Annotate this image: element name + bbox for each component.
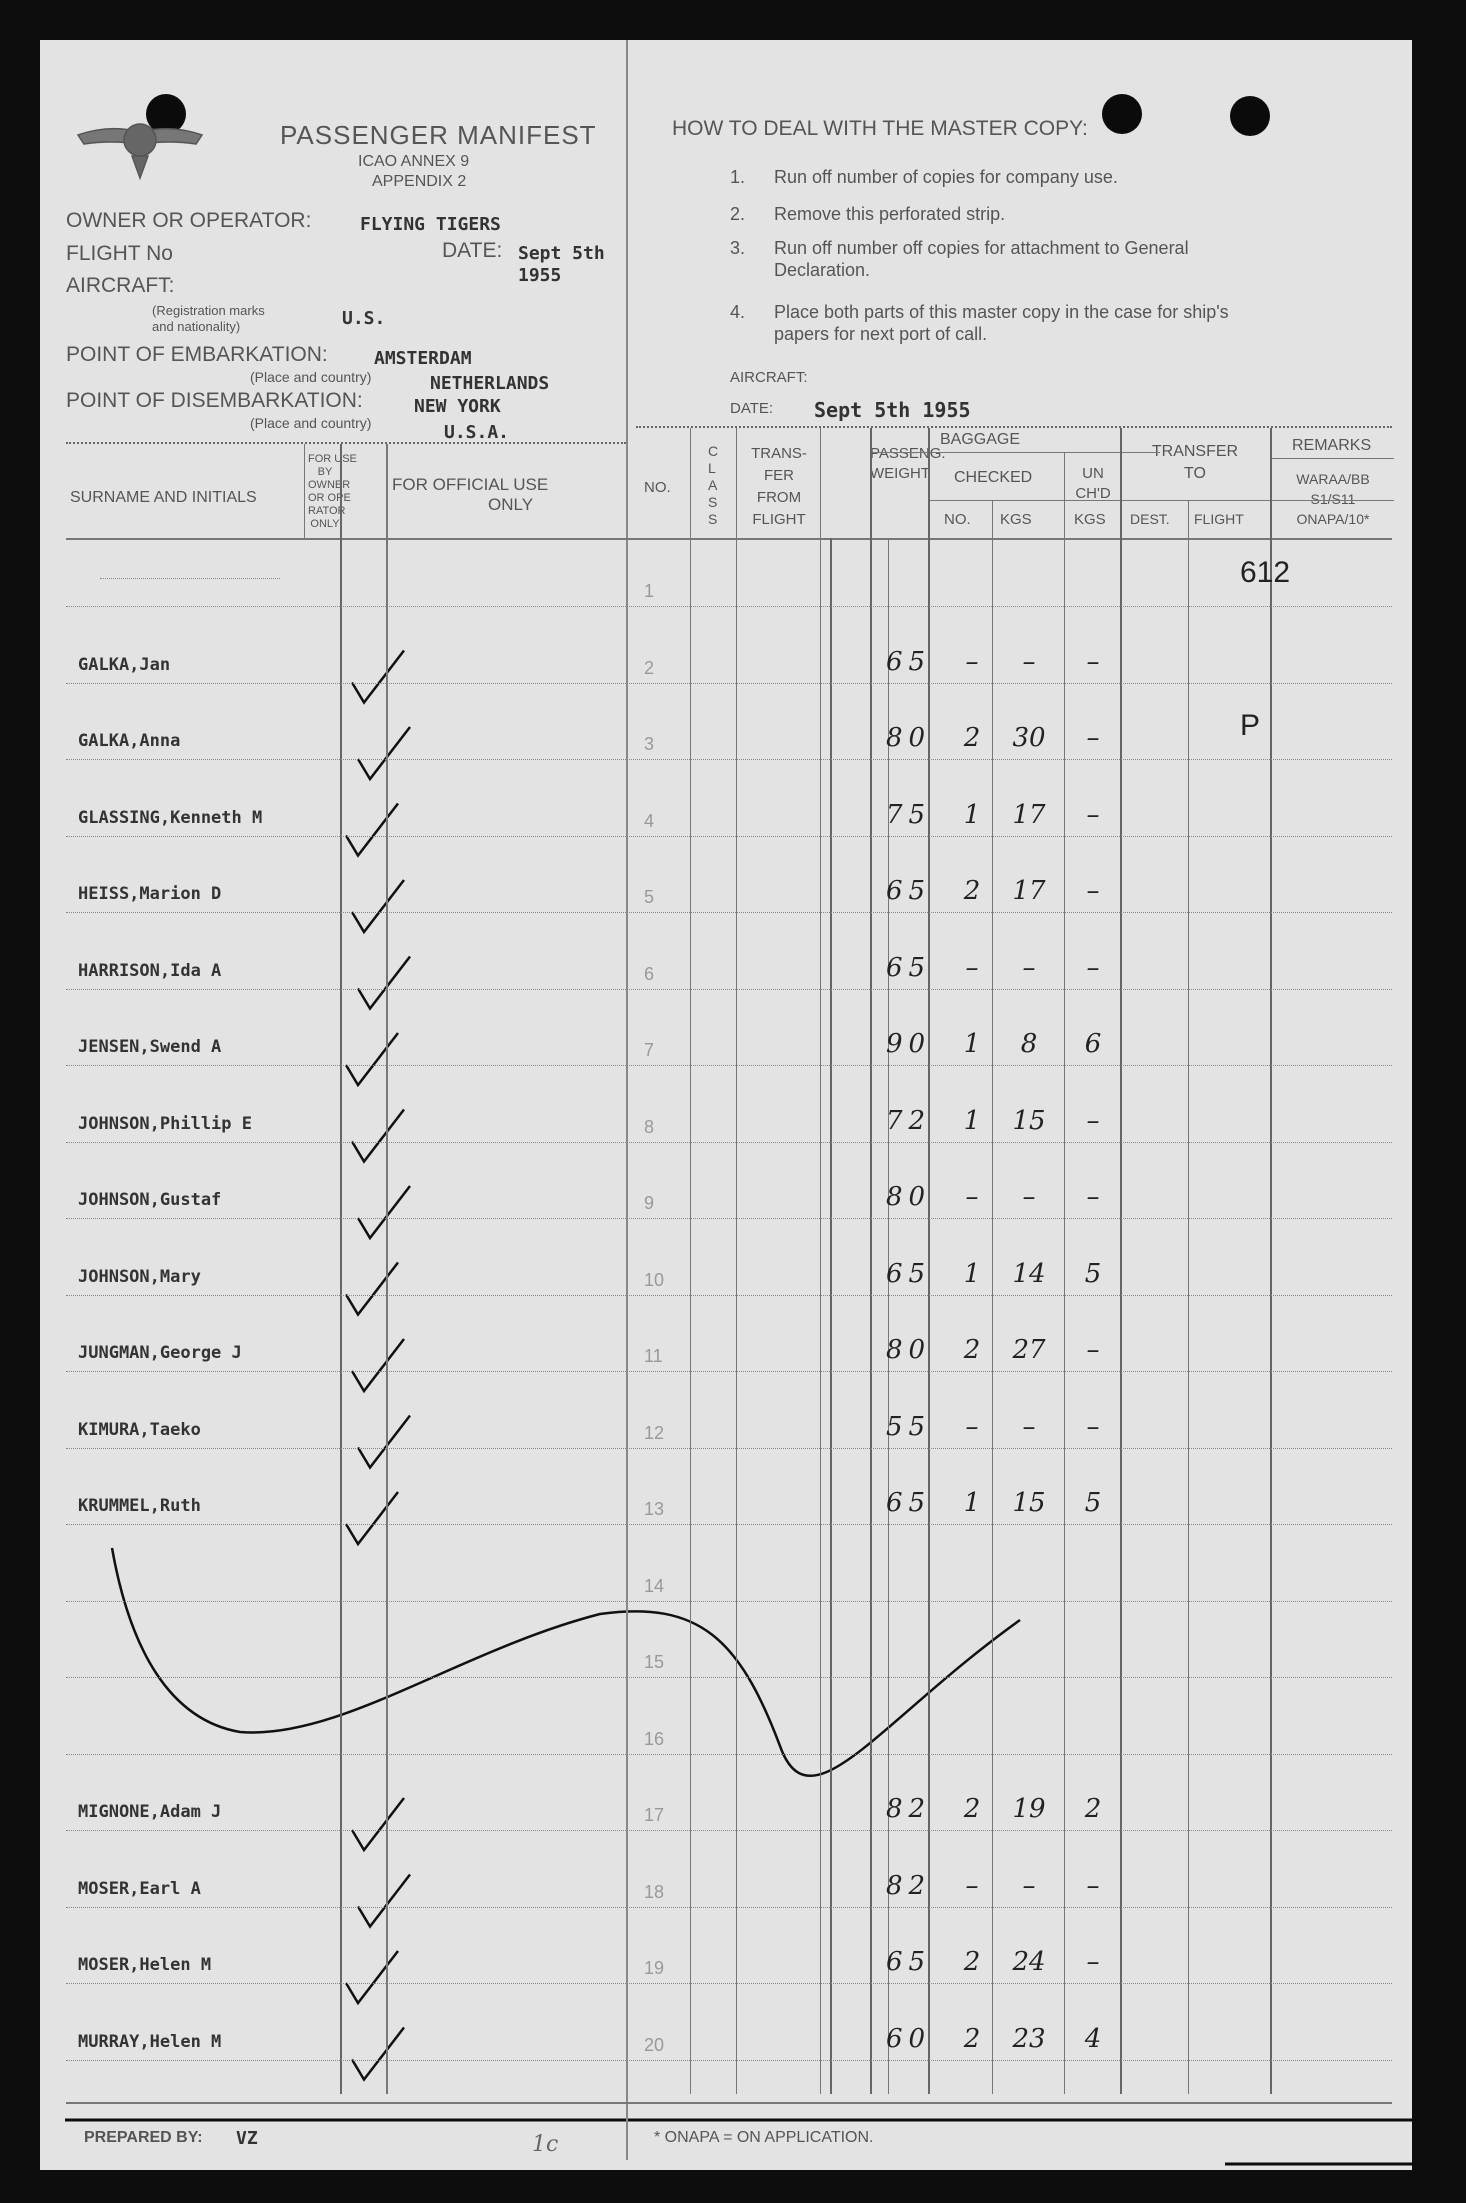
col-baggage: BAGGAGE [940,431,1021,448]
passenger-weight: 75 [886,799,932,830]
embarkation-country: NETHERLANDS [430,373,550,394]
col-transfer-from: FER [764,467,794,484]
check-mark [358,727,410,779]
col-transfer-to: TO [1184,465,1206,482]
unchecked-kgs: 2 [1084,1794,1102,1824]
baggage-count: 1 [963,1105,981,1136]
row-rule [66,1371,1392,1372]
row-rule [66,1524,1392,1525]
date-value: Sept 5th [518,243,605,264]
row-number: 17 [644,1805,665,1825]
row-number: 5 [644,887,655,907]
row-rule [66,1218,1392,1219]
unchecked-kgs: – [1086,1182,1100,1212]
rule [870,452,1160,453]
row-rule [66,1142,1392,1143]
row-number: 8 [644,1116,655,1137]
row-number: 14 [644,1575,665,1596]
row-number: 1 [644,581,655,601]
baggage-count: – [965,1870,979,1901]
col-no: NO. [644,479,671,496]
instruction-text: Run off number of copies for company use. [774,167,1118,187]
passenger-name: JOHNSON,Phillip E [78,1113,252,1134]
cancel-stroke [112,1548,1020,1776]
baggage-kgs: 15 [1012,1105,1046,1136]
baggage-kgs: 14 [1012,1258,1046,1289]
row-number: 11 [644,1346,663,1366]
rule [888,538,889,2094]
row-rule [66,1065,1392,1066]
passenger-name: HEISS,Marion D [78,884,222,904]
rule [928,500,1394,501]
row-number: 16 [644,1728,665,1749]
row-rule [66,2060,1392,2061]
col-transfer-to: TRANSFER [1151,443,1239,460]
aircraft-value: U.S. [342,308,386,329]
col-owner-use-line: OR OPE [308,492,351,504]
col-flight: FLIGHT [1194,511,1244,527]
unchecked-kgs: – [1086,1870,1100,1901]
row-number: 15 [644,1652,665,1672]
instruction-text: Run off number off copies for attachment to General [774,238,1189,258]
unchecked-kgs: – [1086,799,1100,830]
check-mark [352,1798,404,1850]
remark-value: 612 [1240,556,1291,589]
rule [340,444,342,2094]
footnote: * ONAPA = ON APPLICATION. [654,2129,874,2146]
row-number: 10 [644,1269,665,1290]
passenger-name: KIMURA,Taeko [78,1419,201,1440]
baggage-count: 2 [963,2023,981,2054]
passenger-name: MOSER,Earl A [78,1878,201,1899]
rule [690,428,691,2094]
date-year: 1955 [518,265,562,286]
row-number: 2 [644,657,655,678]
unchecked-kgs: – [1086,1335,1100,1365]
passenger-weight: 82 [886,1794,932,1824]
passenger-weight: 82 [886,1870,932,1901]
passenger-name: GALKA,Jan [78,654,171,675]
owner-label: OWNER OR OPERATOR: [66,209,312,232]
row-rule [66,683,1392,684]
baggage-kgs: – [1022,1182,1036,1212]
page-divider [626,40,628,2160]
handwritten-mark: 1c [532,2132,559,2157]
instruction-text: papers for next port of call. [774,324,988,344]
rule [1270,458,1394,459]
form-title: PASSENGER MANIFEST [280,120,597,150]
col-dest: DEST. [1130,511,1170,527]
baggage-count: 2 [963,723,981,753]
check-mark [346,1951,398,2003]
right-aircraft-label: AIRCRAFT: [730,369,808,386]
check-mark [346,1263,398,1315]
check-mark [358,957,410,1009]
passenger-name: GLASSING,Kenneth M [78,807,263,828]
col-surname: SURNAME AND INITIALS [70,489,257,506]
unchecked-kgs: – [1086,1411,1100,1442]
col-remarks-sub: WARAA/BB [1296,471,1370,487]
instruction-number: 4. [730,302,746,322]
col-owner-use-line: ONLY [310,518,340,530]
instruction-text: Remove this perforated strip. [774,204,1006,224]
baggage-count: 1 [963,799,981,830]
passenger-weight: 55 [886,1411,932,1442]
col-class-letter: S [708,494,718,510]
passenger-name: JOHNSON,Mary [78,1266,201,1287]
passenger-weight: 72 [886,1105,932,1136]
rule [992,500,993,2094]
date-label: DATE: [442,239,503,262]
unchecked-kgs: 4 [1084,2023,1102,2054]
baggage-kgs: 19 [1012,1794,1046,1824]
col-owner-use-line: FOR USE [308,453,357,465]
baggage-kgs: 27 [1012,1335,1046,1365]
col-owner-use-line: OWNER [308,479,351,491]
instructions-title: HOW TO DEAL WITH THE MASTER COPY: [672,117,1088,140]
check-mark [346,1033,398,1085]
row-number: 9 [644,1193,655,1213]
rule [830,538,832,2094]
row-number: 4 [644,810,655,831]
passenger-name: KRUMMEL,Ruth [78,1496,201,1516]
passenger-weight: 80 [886,723,932,753]
unchecked-kgs: – [1086,646,1100,677]
row-number: 18 [644,1881,665,1902]
passenger-weight: 65 [886,876,932,906]
unchecked-kgs: – [1086,1947,1100,1977]
rule [636,426,1392,428]
check-mark [346,804,398,856]
rule [66,442,626,444]
baggage-count: 2 [963,876,981,906]
passenger-name: MOSER,Helen M [78,1955,212,1975]
rule [66,538,1392,540]
place-note: (Place and country) [250,369,372,385]
row-number: 19 [644,1958,665,1978]
col-remarks: REMARKS [1292,437,1372,454]
passenger-weight: 60 [886,2023,932,2054]
embarkation-value: AMSTERDAM [374,348,472,369]
row-rule [66,1448,1392,1449]
remark-value: P [1240,709,1261,742]
passenger-weight: 80 [886,1182,932,1212]
disembarkation-value: NEW YORK [414,396,501,417]
row-number: 20 [644,2034,665,2055]
row-number: 13 [644,1499,665,1519]
instruction-number: 2. [730,204,746,224]
baggage-kgs: – [1022,1411,1036,1442]
check-mark [352,2028,404,2080]
baggage-kgs: 24 [1012,1947,1046,1977]
form-subtitle: ICAO ANNEX 9 [358,153,470,170]
row-rule [66,759,1392,760]
disembarkation-label: POINT OF DISEMBARKATION: [66,389,363,412]
check-mark [352,1110,404,1162]
baggage-kgs: 8 [1020,1029,1038,1059]
manifest-page [40,40,1412,2170]
col-class-letter: L [708,460,716,476]
passenger-name: JOHNSON,Gustaf [78,1190,222,1210]
check-mark [352,651,404,703]
row-rule [66,1983,1392,1984]
row-rule [66,836,1392,837]
passenger-weight: 65 [886,646,932,677]
col-unchd: CH'D [1075,485,1111,502]
passenger-name: JUNGMAN,George J [78,1343,242,1363]
col-class-letter: A [708,477,718,493]
unchecked-kgs: 5 [1084,1258,1102,1289]
rule [66,2102,1392,2104]
baggage-count: 1 [963,1029,981,1059]
baggage-count: 1 [963,1488,981,1518]
prepared-by-label: PREPARED BY: [84,2129,203,2146]
instruction-text: Declaration. [774,260,871,280]
rule [1064,452,1065,2094]
embarkation-label: POINT OF EMBARKATION: [66,343,328,366]
baggage-kgs: 23 [1012,2023,1046,2054]
col-remarks-sub: ONAPA/10* [1296,511,1370,527]
row-rule [66,1907,1392,1908]
col-unchd-kgs: KGS [1074,511,1106,528]
baggage-count: 2 [963,1335,981,1365]
passenger-name: JENSEN,Swend A [78,1037,222,1057]
row-rule [66,1830,1392,1831]
rule [820,428,821,2094]
col-bag-no: NO. [944,511,971,528]
row-number: 7 [644,1040,655,1060]
baggage-kgs: – [1022,646,1036,677]
col-official: ONLY [488,495,534,514]
prepared-by-value: VZ [236,2128,258,2149]
aircraft-label: AIRCRAFT: [66,274,175,297]
check-mark [358,1875,410,1927]
registration-note: (Registration marks [152,303,265,318]
passenger-name: GALKA,Anna [78,731,181,751]
check-marks [346,651,410,2080]
col-transfer-from: FLIGHT [752,511,806,528]
baggage-count: 2 [963,1794,981,1824]
col-transfer-from: TRANS- [751,445,807,462]
check-mark [358,1186,410,1238]
baggage-kgs: 30 [1012,723,1046,753]
col-official: FOR OFFICIAL USE [392,475,549,494]
col-remarks-sub: S1/S11 [1310,491,1356,507]
row-rule [66,912,1392,913]
right-date-value: Sept 5th 1955 [814,398,971,422]
row-rule [66,1295,1392,1296]
baggage-count: 1 [963,1258,981,1289]
form-subtitle: APPENDIX 2 [372,173,467,190]
check-mark [346,1492,398,1544]
baggage-count: – [965,1182,979,1212]
passenger-weight: 80 [886,1335,932,1365]
col-class-letter: S [708,511,718,527]
passenger-name: MIGNONE,Adam J [78,1802,222,1822]
col-weight: WEIGHT [870,465,930,482]
passenger-weight: 90 [886,1029,932,1059]
row-rule [100,578,280,579]
baggage-count: – [965,952,979,983]
row-rule [66,1601,1392,1602]
row-number: 3 [644,734,655,754]
passenger-weight: 65 [886,1258,932,1289]
disembarkation-country: U.S.A. [444,422,510,443]
row-number: 6 [644,963,655,984]
col-owner-use-line: BY [317,466,333,478]
baggage-count: 2 [963,1947,981,1977]
col-owner-use-line: RATOR [308,505,346,517]
baggage-kgs: 15 [1012,1488,1046,1518]
unchecked-kgs: – [1086,876,1100,906]
row-rule [66,989,1392,990]
check-mark [352,880,404,932]
col-class-letter: C [708,443,719,459]
baggage-kgs: 17 [1012,876,1046,906]
unchecked-kgs: – [1086,952,1100,983]
rule [736,428,737,2094]
check-mark [358,1416,410,1468]
airline-wings-logo [78,124,202,178]
passenger-name: HARRISON,Ida A [78,960,222,981]
baggage-count: – [965,646,979,677]
instruction-text: Place both parts of this master copy in the case for ship's [774,302,1229,322]
baggage-kgs: 17 [1012,799,1046,830]
flight-label: FLIGHT No [66,242,173,265]
passenger-weight: 65 [886,952,932,983]
rule [870,428,872,2094]
col-unchd: UN [1082,465,1104,482]
check-mark [352,1339,404,1391]
place-note: (Place and country) [250,415,372,431]
row-rule [66,1677,1392,1678]
instruction-number: 3. [730,238,746,258]
col-weight: PASSENG. [870,445,946,462]
row-rule [66,606,1392,607]
rule [386,444,388,2094]
passenger-weight: 65 [886,1488,932,1518]
owner-value: FLYING TIGERS [360,214,501,235]
col-transfer-from: FROM [756,489,802,506]
baggage-count: – [965,1411,979,1442]
unchecked-kgs: 6 [1084,1029,1102,1059]
rule [1188,500,1189,2094]
col-checked: CHECKED [954,469,1033,486]
rule [304,444,305,540]
passenger-name: MURRAY,Helen M [78,2031,222,2052]
registration-note: and nationality) [152,319,241,334]
row-number: 12 [644,1422,665,1443]
passenger-weight: 65 [886,1947,932,1977]
baggage-kgs: – [1022,952,1036,983]
row-rule [66,1754,1392,1755]
unchecked-kgs: – [1086,1105,1100,1136]
rule [1270,428,1272,2094]
rule [1120,428,1122,2094]
right-date-label: DATE: [730,400,774,417]
unchecked-kgs: – [1086,723,1100,753]
baggage-kgs: – [1022,1870,1036,1901]
col-bag-kgs: KGS [1000,511,1032,528]
instruction-number: 1. [730,167,746,187]
unchecked-kgs: 5 [1084,1488,1102,1518]
